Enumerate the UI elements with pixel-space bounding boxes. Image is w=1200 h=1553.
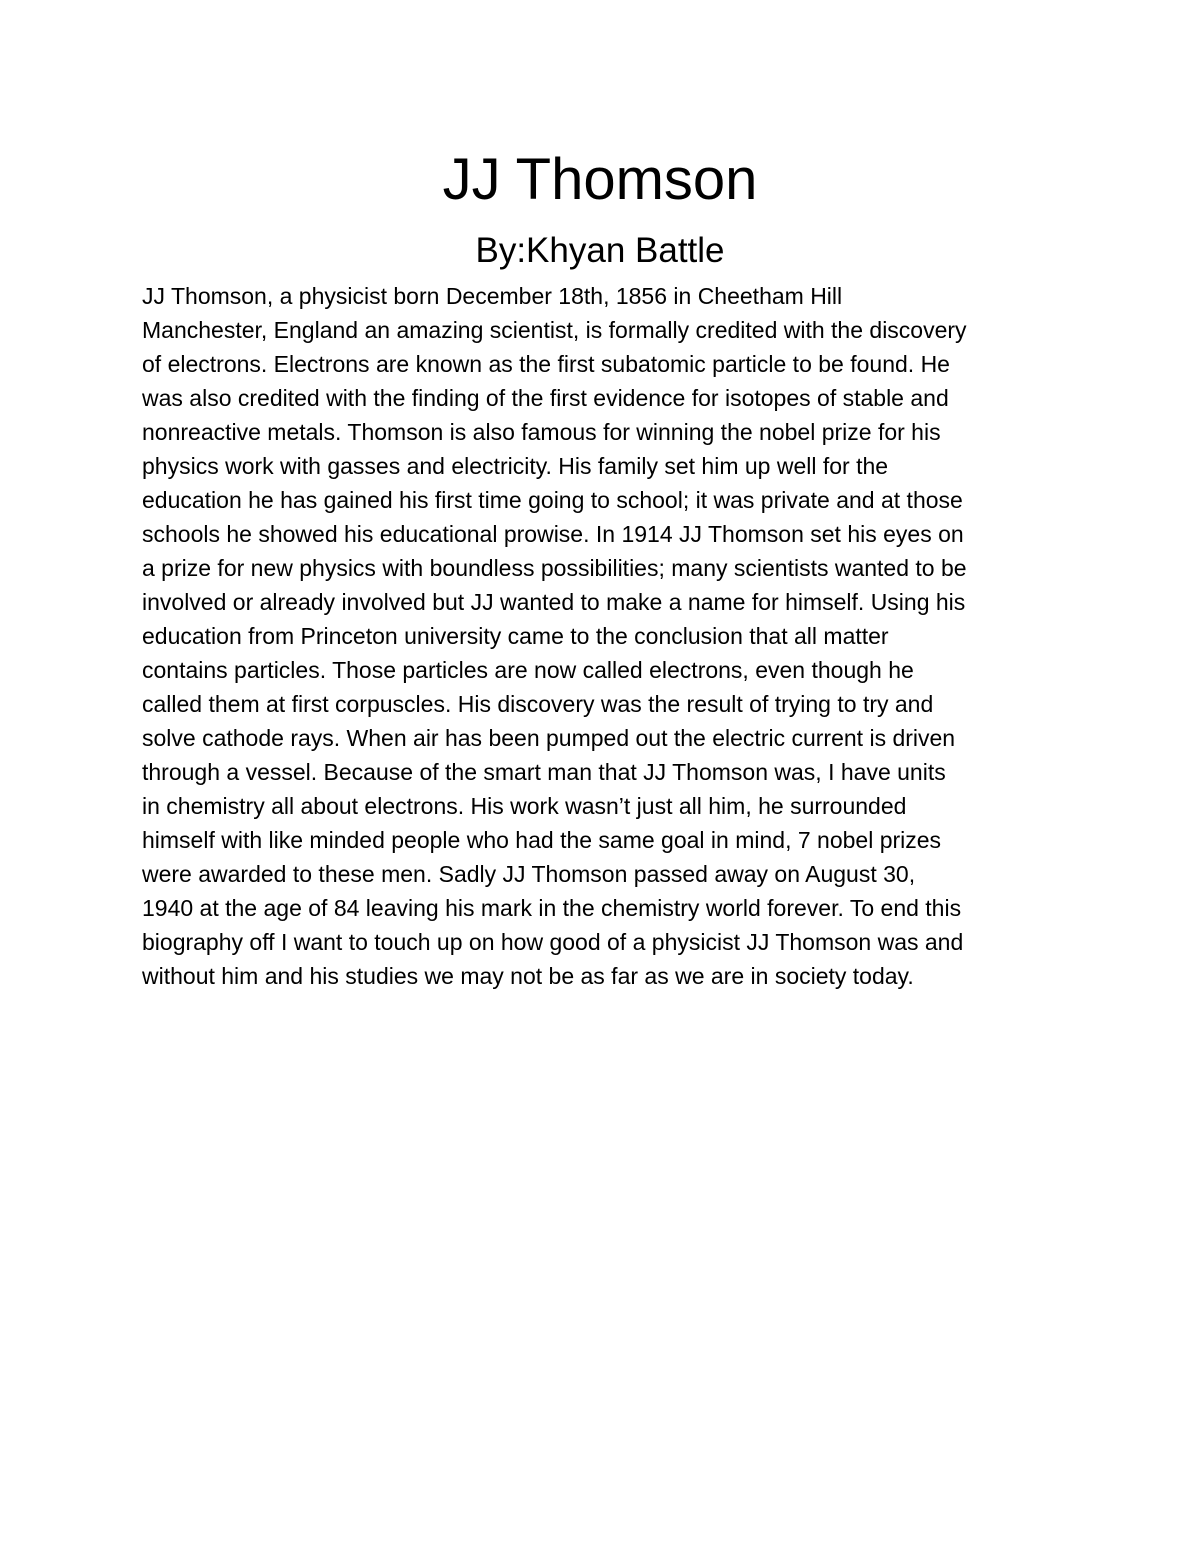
body-line: without him and his studies we may not be as far as we are in society today. (142, 963, 914, 989)
body-line: 1940 at the age of 84 leaving his mark in the chemistry world forever. To end this (142, 895, 962, 921)
body-line: of electrons. Electrons are known as the first subatomic particle to be found. He (142, 351, 950, 377)
body-line: physics work with gasses and electricity. His family set him up well for the (142, 453, 889, 479)
body-line: through a vessel. Because of the smart man that JJ Thomson was, I have units (142, 759, 946, 785)
body-line: involved or already involved but JJ wanted to make a name for himself. Using his (142, 589, 966, 615)
body-line: JJ Thomson, a physicist born December 18th, 1856 in Cheetham Hill (142, 283, 843, 309)
body-line: were awarded to these men. Sadly JJ Thomson passed away on August 30, (142, 861, 916, 887)
body-line: called them at first corpuscles. His discovery was the result of trying to try and (142, 691, 934, 717)
body-line: education from Princeton university came to the conclusion that all matter (142, 623, 889, 649)
document-author: By:Khyan Battle (475, 231, 725, 270)
body-line: himself with like minded people who had the same goal in mind, 7 nobel prizes (142, 827, 942, 853)
body-line: biography off I want to touch up on how good of a physicist JJ Thomson was and (142, 929, 964, 955)
body-line: in chemistry all about electrons. His work wasn’t just all him, he surrounded (142, 793, 907, 819)
body-line: Manchester, England an amazing scientist, is formally credited with the discovery (142, 317, 967, 343)
body-line: solve cathode rays. When air has been pumped out the electric current is driven (142, 725, 956, 751)
body-line: schools he showed his educational prowise. In 1914 JJ Thomson set his eyes on (142, 521, 964, 547)
document-title: JJ Thomson (442, 147, 758, 212)
body-line: contains particles. Those particles are now called electrons, even though he (142, 657, 914, 683)
document-body (142, 279, 1072, 993)
body-line: education he has gained his first time going to school; it was private and at those (142, 487, 963, 513)
body-line: was also credited with the finding of the first evidence for isotopes of stable and (142, 385, 949, 411)
body-line: a prize for new physics with boundless possibilities; many scientists wanted to be (142, 555, 967, 581)
body-line: nonreactive metals. Thomson is also famous for winning the nobel prize for his (142, 419, 941, 445)
